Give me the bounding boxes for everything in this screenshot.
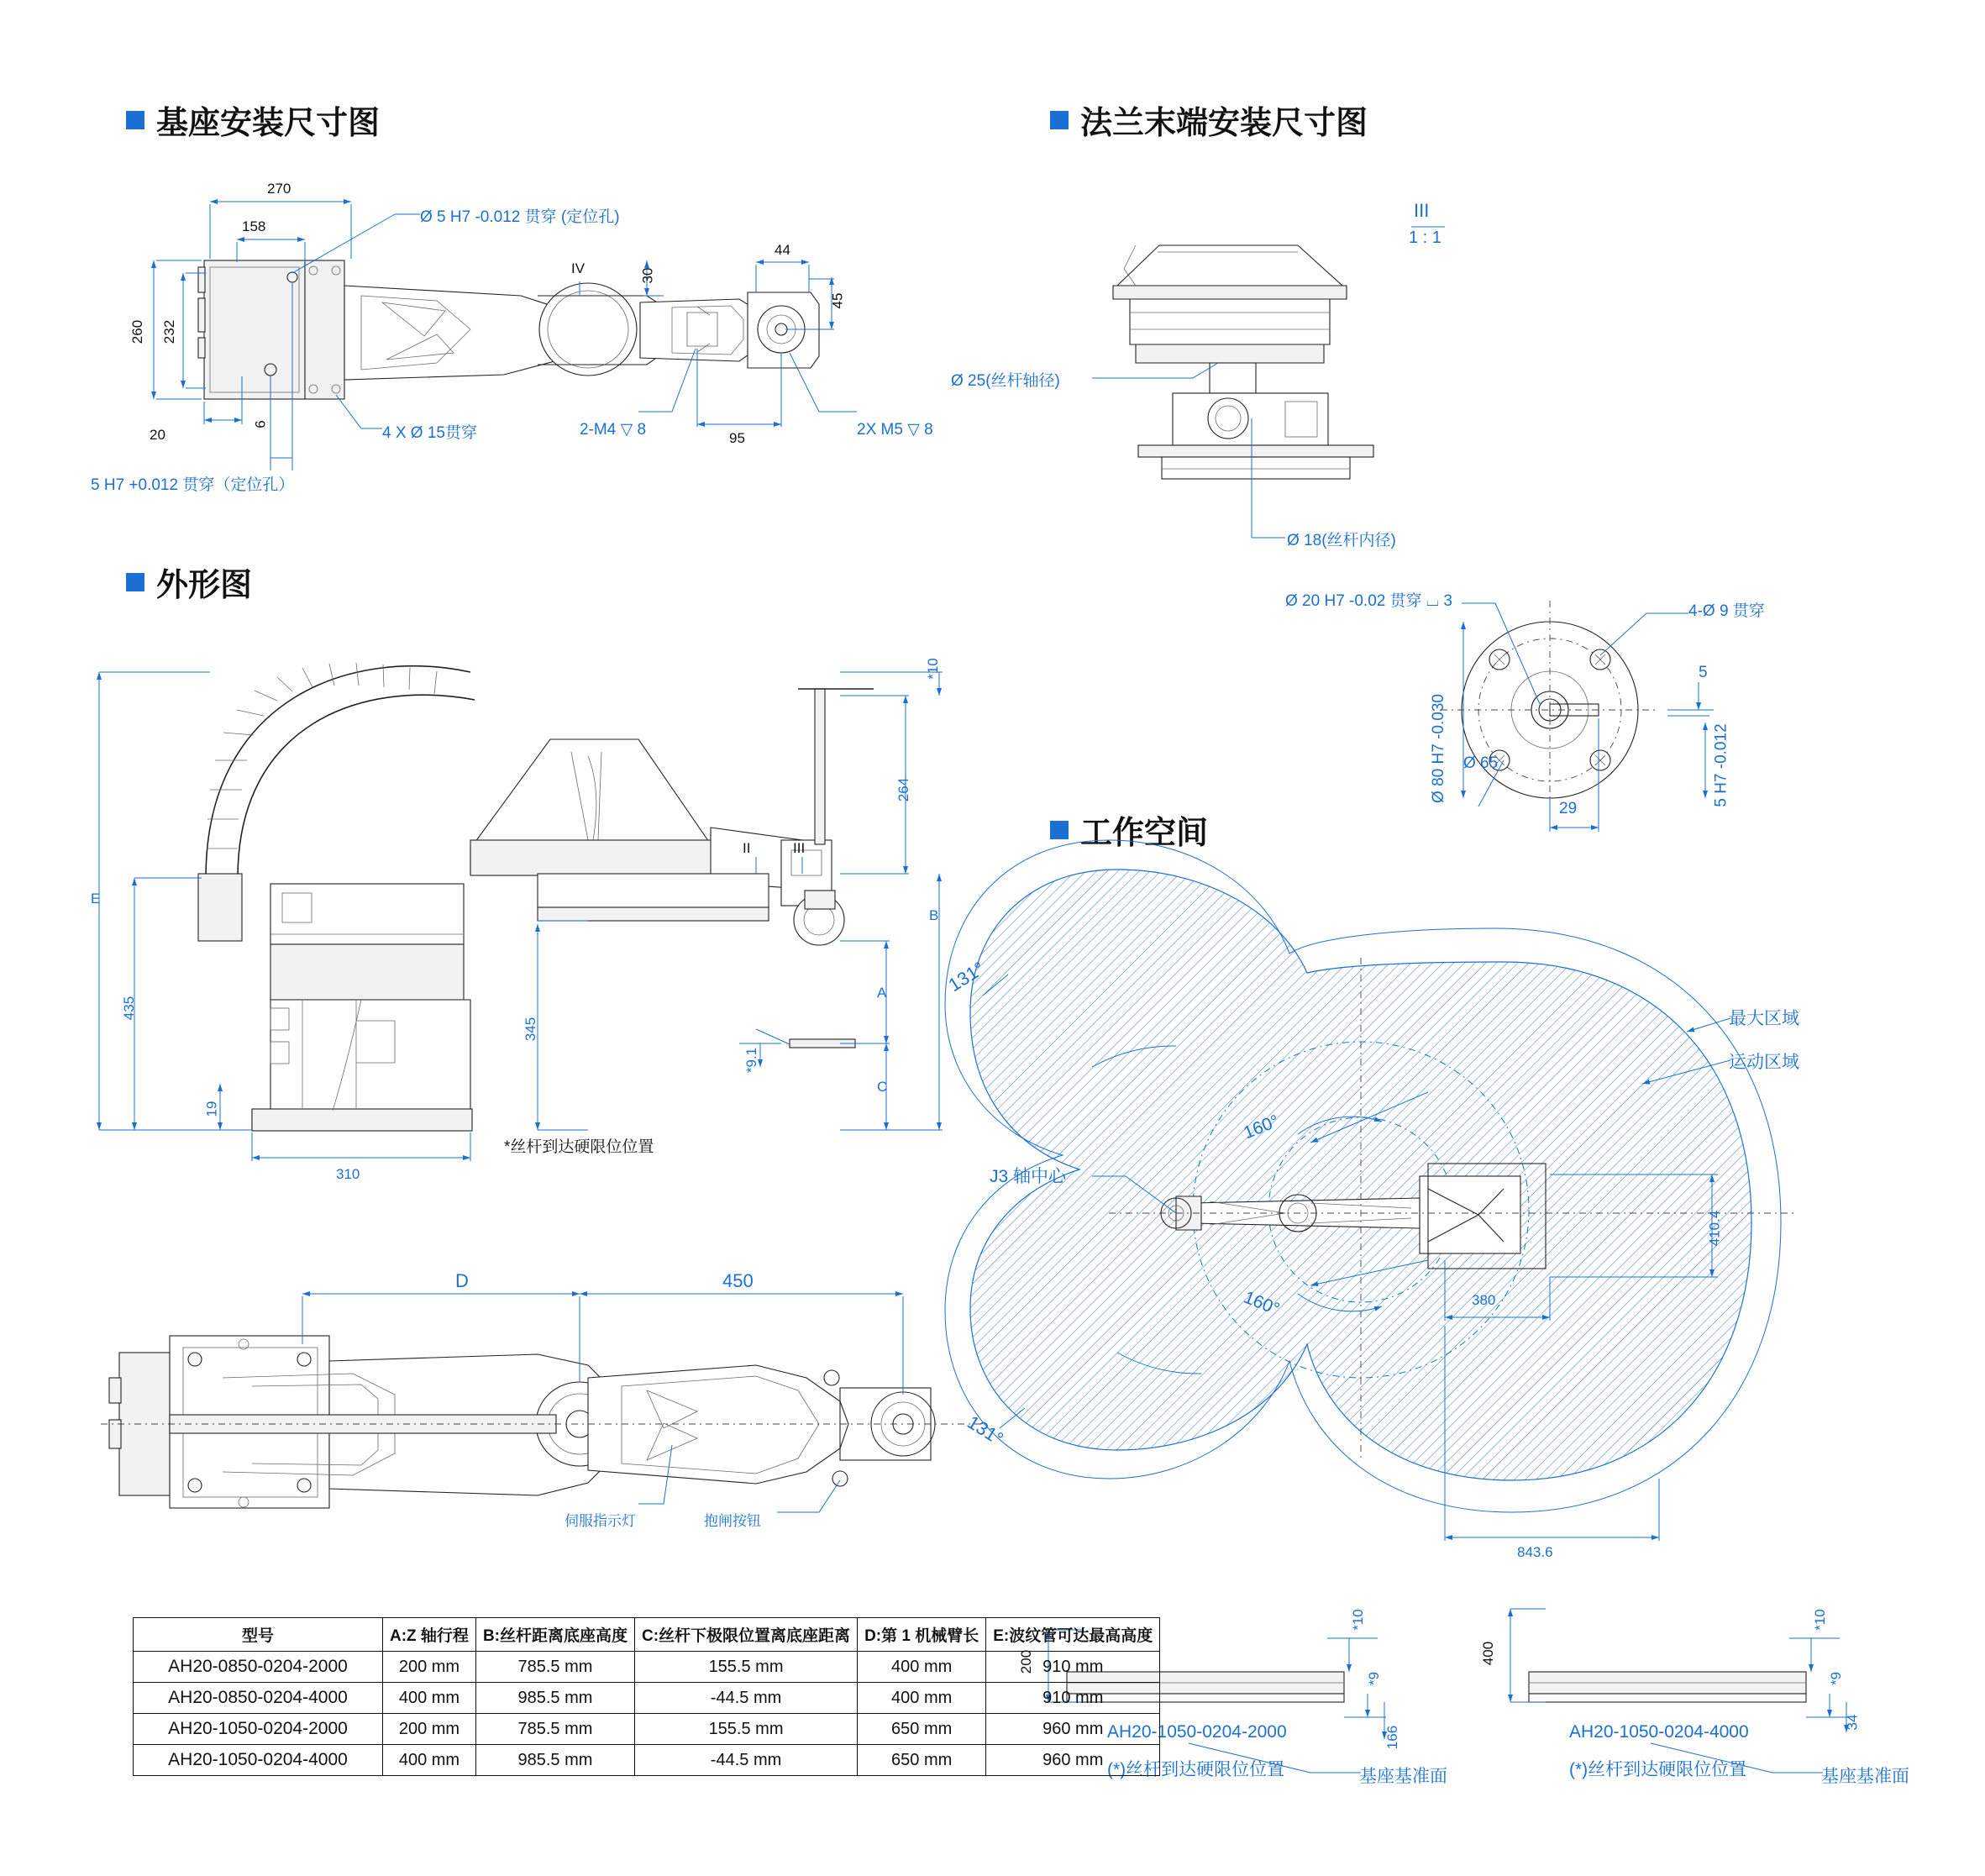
- note-screw-shaft-dia: Ø 25(丝杆轴径): [951, 372, 1060, 390]
- stroke-datum-4000: 基座基准面: [1821, 1767, 1909, 1786]
- dim-232: 232: [161, 319, 178, 344]
- note-2x-m5: 2X M5 ▽ 8: [857, 421, 933, 439]
- stroke-mark-star9-b: *9: [1828, 1671, 1845, 1686]
- stroke-title-2000: AH20-1050-0204-2000: [1107, 1722, 1287, 1742]
- dim-star10: *10: [924, 658, 941, 680]
- dim-D: D: [455, 1270, 469, 1291]
- cell-c: 155.5 mm: [635, 1714, 858, 1745]
- note-locating-hole-bottom: 5 H7 +0.012 贯穿（定位孔）: [91, 476, 295, 494]
- cell-e: 960 mm: [986, 1714, 1160, 1745]
- mark-II: II: [743, 840, 751, 856]
- dim-310: 310: [336, 1166, 360, 1182]
- label-E: E: [91, 891, 101, 906]
- flange-face-view: [1441, 601, 1714, 832]
- label-j3-center: J3 轴中心: [990, 1167, 1067, 1186]
- th-c: C:丝杆下极限位置离底座距离: [635, 1618, 858, 1652]
- dim-345: 345: [523, 1017, 539, 1042]
- mark-III: III: [793, 840, 806, 856]
- cell-e: 910 mm: [986, 1683, 1160, 1714]
- dim-450: 450: [722, 1270, 754, 1291]
- dim-29: 29: [1559, 800, 1578, 817]
- note-hard-limit-side: *丝杆到达硬限位位置: [504, 1138, 654, 1156]
- table-header-row: [134, 1618, 1160, 1652]
- cell-c: -44.5 mm: [635, 1745, 858, 1776]
- dim-270: 270: [267, 181, 291, 197]
- dim-30: 30: [639, 267, 656, 284]
- th-d: D:第 1 机械臂长: [858, 1618, 986, 1652]
- stroke-mark-34: 34: [1844, 1714, 1861, 1731]
- view-mark-iii: III: [1414, 200, 1430, 221]
- cell-a: 400 mm: [383, 1745, 476, 1776]
- stroke-title-4000: AH20-1050-0204-4000: [1569, 1722, 1749, 1742]
- stroke-height-200: 200: [1018, 1649, 1035, 1674]
- label-servo-indicator: 伺服指示灯: [565, 1513, 636, 1529]
- th-b: B:丝杆距离底座高度: [475, 1618, 634, 1652]
- cell-model: AH20-0850-0204-2000: [134, 1652, 383, 1683]
- section-label: 法兰末端安装尺寸图: [1080, 106, 1368, 141]
- note-bore-20h7: Ø 20 H7 -0.02 贯穿 ⌴ 3: [1285, 592, 1452, 610]
- dim-45: 45: [829, 292, 846, 309]
- cell-b: 785.5 mm: [475, 1652, 634, 1683]
- view-scale: 1 : 1: [1409, 229, 1441, 247]
- stroke-view-4000: [1510, 1609, 1848, 1773]
- table-row: [134, 1745, 1160, 1776]
- dim-410-4: 410.4: [1706, 1210, 1723, 1247]
- cell-model: AH20-0850-0204-4000: [134, 1683, 383, 1714]
- note-4x-through-hole: 4 X Ø 15贯穿: [382, 424, 477, 442]
- stroke-note-2000: (*)丝杆到达硬限位位置: [1107, 1760, 1285, 1779]
- table-row: [134, 1683, 1160, 1714]
- stroke-mark-star10-b: *10: [1811, 1609, 1828, 1631]
- cell-c: 155.5 mm: [635, 1652, 858, 1683]
- section-label: 工作空间: [1080, 816, 1209, 851]
- dim-435: 435: [121, 996, 138, 1021]
- cell-e: 910 mm: [986, 1652, 1160, 1683]
- note-2-m4: 2-M4 ▽ 8: [580, 421, 647, 439]
- outline-top-view: [101, 1294, 991, 1512]
- note-locating-hole-top: Ø 5 H7 -0.012 贯穿 (定位孔): [420, 208, 620, 226]
- label-max-area: 最大区域: [1729, 1009, 1799, 1028]
- cell-d: 650 mm: [858, 1714, 986, 1745]
- cell-b: 785.5 mm: [475, 1714, 634, 1745]
- cell-e: 960 mm: [986, 1745, 1160, 1776]
- stroke-note-4000: (*)丝杆到达硬限位位置: [1569, 1760, 1747, 1779]
- table-row: [134, 1652, 1160, 1683]
- note-80h7: Ø 80 H7 -0.030: [1429, 694, 1447, 803]
- label-C: C: [877, 1079, 888, 1095]
- table-row: [134, 1714, 1160, 1745]
- label-A: A: [877, 985, 887, 1001]
- outline-side-view: [99, 663, 943, 1161]
- cell-c: -44.5 mm: [635, 1683, 858, 1714]
- stroke-mark-166: 166: [1384, 1725, 1401, 1750]
- dim-843-6: 843.6: [1517, 1544, 1553, 1560]
- cell-d: 400 mm: [858, 1652, 986, 1683]
- cell-a: 200 mm: [383, 1652, 476, 1683]
- label-motion-area: 运动区域: [1729, 1053, 1799, 1072]
- dim-5: 5: [1699, 664, 1708, 681]
- angle-160-top: 160°: [1241, 1111, 1282, 1143]
- angle-131-top: 131°: [944, 957, 989, 996]
- stroke-mark-star9-a: *9: [1366, 1671, 1383, 1686]
- cell-model: AH20-1050-0204-2000: [134, 1714, 383, 1745]
- dim-264: 264: [895, 777, 912, 802]
- cell-d: 400 mm: [858, 1683, 986, 1714]
- section-mark-iv: IV: [571, 260, 586, 276]
- cell-a: 400 mm: [383, 1683, 476, 1714]
- angle-160-bottom: 160°: [1241, 1287, 1283, 1320]
- stroke-height-400: 400: [1480, 1641, 1497, 1666]
- note-4-dia9: 4-Ø 9 贯穿: [1688, 602, 1765, 620]
- dim-44: 44: [775, 242, 790, 258]
- dim-6: 6: [252, 420, 269, 428]
- label-brake-button: 抱闸按钮: [704, 1513, 761, 1529]
- cell-b: 985.5 mm: [475, 1745, 634, 1776]
- base-mount-view: [154, 202, 857, 470]
- section-label: 基座安装尺寸图: [156, 106, 381, 141]
- note-dia65: Ø 65: [1463, 754, 1499, 772]
- spec-table: [133, 1617, 1160, 1776]
- note-screw-inner-dia: Ø 18(丝杆内径): [1287, 532, 1396, 549]
- section-label: 外形图: [156, 568, 253, 603]
- th-a: A:Z 轴行程: [383, 1618, 476, 1652]
- dim-158: 158: [242, 218, 266, 234]
- cell-d: 650 mm: [858, 1745, 986, 1776]
- th-e: E:波纹管可达最高高度: [986, 1618, 1160, 1652]
- workspace-diagram: [945, 840, 1798, 1541]
- flange-mount-side-view: [1092, 227, 1445, 538]
- label-B: B: [929, 907, 939, 923]
- cell-a: 200 mm: [383, 1714, 476, 1745]
- angle-131-bottom: 131°: [964, 1411, 1007, 1450]
- dim-260: 260: [129, 319, 146, 344]
- note-5h7: 5 H7 -0.012: [1712, 723, 1730, 807]
- stroke-mark-star10-a: *10: [1349, 1609, 1366, 1631]
- dim-95: 95: [729, 430, 745, 446]
- cell-b: 985.5 mm: [475, 1683, 634, 1714]
- dim-19: 19: [203, 1101, 220, 1117]
- cell-model: AH20-1050-0204-4000: [134, 1745, 383, 1776]
- th-model: 型号: [134, 1618, 383, 1652]
- dim-20: 20: [150, 427, 165, 443]
- dim-380: 380: [1472, 1292, 1496, 1308]
- stroke-datum-2000: 基座基准面: [1359, 1767, 1447, 1786]
- dim-star9-1: *9.1: [743, 1047, 760, 1074]
